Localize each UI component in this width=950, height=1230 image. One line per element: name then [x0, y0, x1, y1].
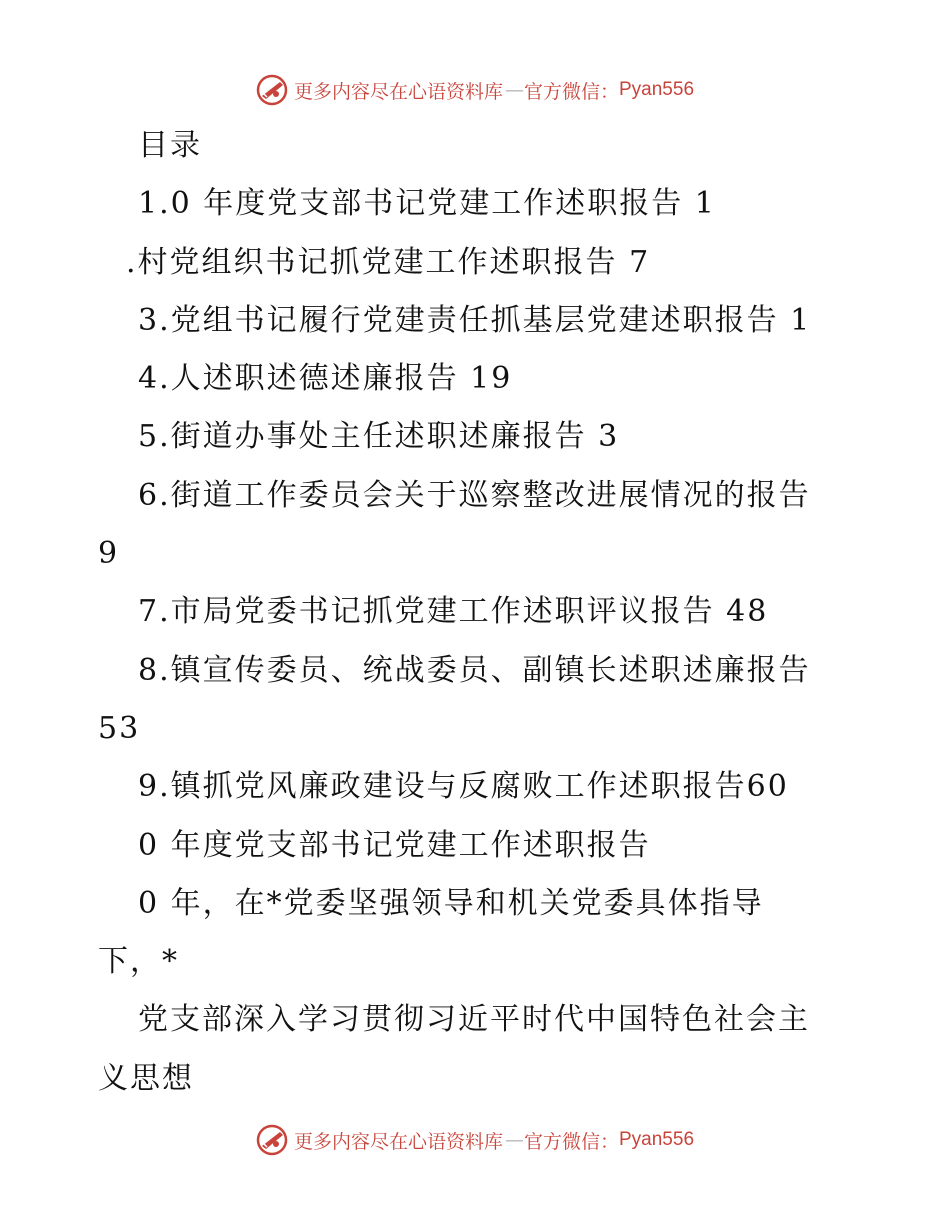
toc-item: 9.镇抓党风廉政建设与反腐败工作述职报告60 [138, 769, 789, 805]
body-line: 下，* [98, 944, 179, 980]
toc-item: 5.街道办事处主任述职述廉报告 3 [138, 419, 620, 455]
seal-logo-icon [256, 1124, 288, 1156]
toc-item: 8.镇宣传委员、统战委员、副镇长述职述廉报告 [138, 652, 811, 688]
toc-item: 7.市局党委书记抓党建工作述职评议报告 48 [138, 594, 769, 630]
toc-item: .村党组织书记抓党建工作述职报告 7 [126, 244, 651, 280]
toc-item-page-number: 9 [98, 536, 120, 572]
banner-site-text: 更多内容尽在心语资料库 [293, 80, 503, 103]
document-body [0, 117, 950, 1108]
toc-item-page-number: 53 [98, 710, 141, 746]
header-banner [0, 70, 950, 110]
toc-item: 6.街道工作委员会关于巡察整改进展情况的报告 [138, 477, 811, 513]
toc-item: 3.党组书记履行党建责任抓基层党建述职报告 1 [138, 302, 812, 338]
toc-item: 1.0 年度党支部书记党建工作述职报告 1 [138, 186, 716, 222]
banner-wechat-id: Pyan556 [619, 1129, 695, 1150]
footer-banner [0, 1120, 950, 1160]
banner-separator: — [504, 1129, 522, 1151]
section-title: 0 年度党支部书记党建工作述职报告 [138, 827, 651, 863]
toc-title: 目录 [138, 128, 202, 163]
banner-wechat-label: 官方微信： [523, 80, 619, 103]
seal-logo-icon [256, 74, 288, 106]
body-line: 党支部深入学习贯彻习近平时代中国特色社会主 [138, 1002, 810, 1038]
banner-wechat-id: Pyan556 [619, 79, 695, 100]
body-line: 义思想 [98, 1060, 194, 1096]
banner-site-text: 更多内容尽在心语资料库 [293, 1130, 503, 1153]
body-line: 0 年，在*党委坚强领导和机关党委具体指导 [138, 885, 764, 921]
banner-wechat-label: 官方微信： [523, 1130, 619, 1153]
banner-separator: — [504, 79, 522, 101]
toc-item: 4.人述职述德述廉报告 19 [138, 361, 513, 397]
